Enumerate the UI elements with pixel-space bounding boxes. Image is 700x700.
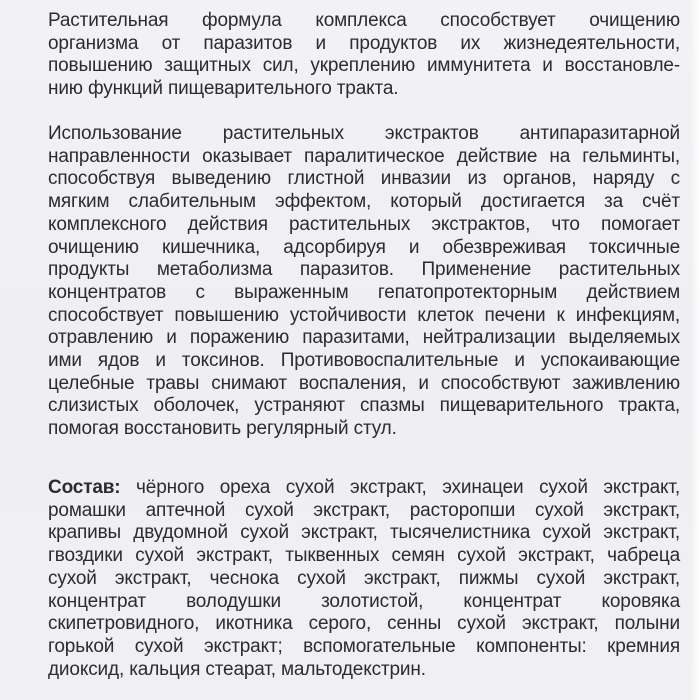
- composition-text: чёрного ореха сухой экстракт, эхинацеи сухой экстракт,: [120, 477, 680, 498]
- text-line: крапивы двудомной сухой экстракт, тысячелистника сухой экстракт,: [48, 522, 680, 544]
- description-paragraph-2: [48, 123, 680, 441]
- text-line: способствует повышению устойчивости клеток печени к инфекциям,: [48, 304, 680, 326]
- text-line: Использование растительных экстрактов антипаразитарной: [48, 123, 680, 144]
- text-line: организма от паразитов и продуктов их жизнедеятельности,: [48, 32, 680, 54]
- composition-label: Состав:: [48, 477, 121, 498]
- text-line: Растительная формула комплекса способствует очищению: [48, 10, 680, 31]
- text-line: помогая восстановить регулярный стул.: [48, 418, 397, 440]
- text-line: отравлению и поражению паразитами, нейтрализации выделяемых: [48, 327, 680, 349]
- page-edge-highlight: [690, 0, 700, 700]
- text-line: очищению кишечника, адсорбируя и обезвреживая токсичные: [48, 236, 680, 258]
- text-line: скипетровидного, икотника серого, сенны сухой экстракт, полыни: [48, 613, 680, 635]
- text-line: гвоздики сухой экстракт, тыквенных семян сухой экстракт, чабреца: [48, 545, 680, 567]
- text-line: ромашки аптечной сухой экстракт, расторопши сухой экстракт,: [48, 499, 680, 521]
- description-paragraph-1: [48, 10, 680, 101]
- text-line: мягким слабительным эффектом, который достигается за счёт: [48, 191, 680, 213]
- text-line: способствуя выведению глистной инвазии из органов, наряду с: [48, 168, 680, 190]
- text-line: слизистых оболочек, устраняют спазмы пищеварительного тракта,: [48, 395, 680, 417]
- text-line: ими ядов и токсинов. Противовоспалительные и успокаивающие: [48, 350, 680, 372]
- text-line: целебные травы снимают воспаления, и способствуют заживлению: [48, 372, 680, 394]
- text-line: нию функций пищеварительного тракта.: [48, 78, 399, 100]
- text-line: горькой сухой экстракт; вспомогательные компоненты: кремния: [48, 635, 680, 657]
- text-line: концентрат володушки золотистой, концентрат коровяка: [48, 590, 680, 612]
- text-line: сухой экстракт, чеснока сухой экстракт, пижмы сухой экстракт,: [48, 567, 680, 589]
- text-line: продукты метаболизма паразитов. Применение растительных: [48, 259, 680, 281]
- text-line: направленности оказывает паралитическое действие на гельминты,: [48, 145, 680, 167]
- text-line: повышению защитных сил, укреплению иммунитета и восстановле-: [48, 55, 680, 77]
- text-line: концентратов с выраженным гепатопротекторным действием: [48, 281, 680, 303]
- text-line: диоксид, кальция стеарат, мальтодекстрин.: [48, 658, 426, 680]
- composition-section: [48, 477, 680, 681]
- composition-first-line: [48, 477, 680, 500]
- text-line: комплексного действия растительных экстрактов, что помогает: [48, 213, 680, 235]
